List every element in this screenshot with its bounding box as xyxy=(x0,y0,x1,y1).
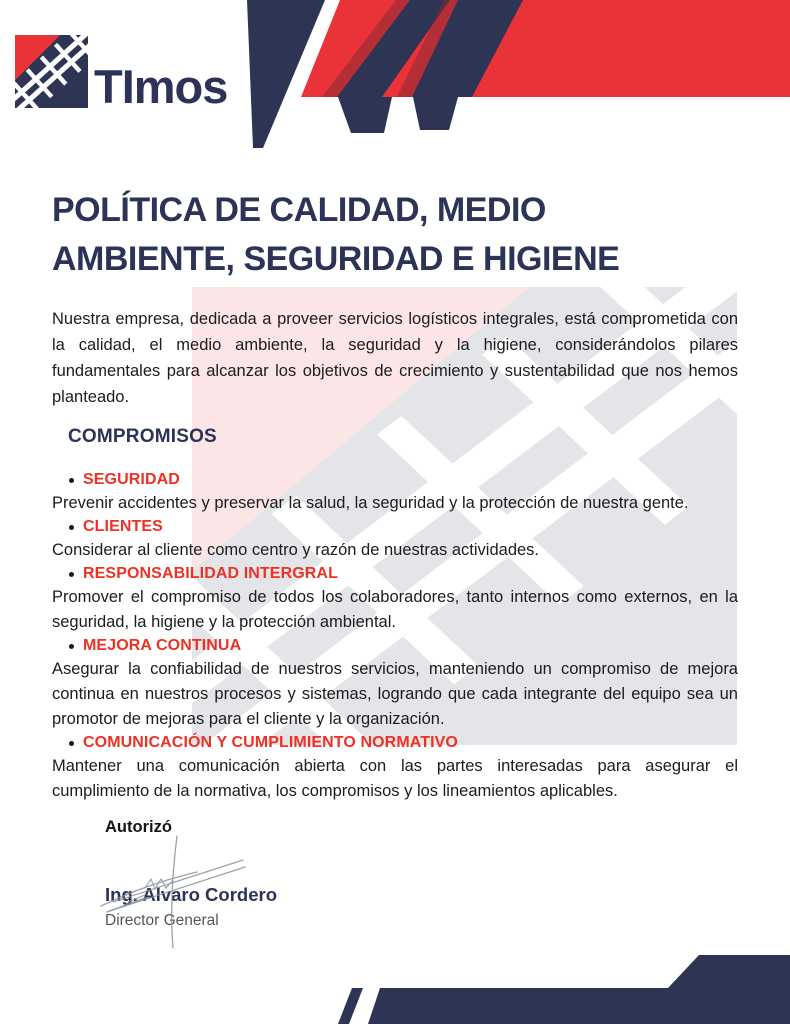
list-item xyxy=(52,516,738,563)
list-item xyxy=(52,469,738,516)
commitment-text: Prevenir accidentes y preservar la salud, la seguridad y la protección de nuestra gente. xyxy=(52,494,689,512)
list-item xyxy=(52,732,738,804)
list-item xyxy=(52,563,738,635)
commitment-label-text: SEGURIDAD xyxy=(83,471,180,488)
commitment-label-text: CLIENTES xyxy=(83,518,163,535)
bullet-icon xyxy=(69,572,74,577)
logo xyxy=(15,35,228,113)
list-item xyxy=(52,635,738,732)
commitment-label xyxy=(52,516,738,538)
commitment-label xyxy=(52,563,738,585)
brand-name: TImos xyxy=(94,59,228,113)
section-heading-compromisos: COMPROMISOS xyxy=(68,426,217,447)
commitment-label xyxy=(52,732,738,754)
document-body xyxy=(52,186,738,932)
commitment-label-text: COMUNICACIÓN Y CUMPLIMIENTO NORMATIVO xyxy=(83,734,458,751)
commitments-list xyxy=(52,469,738,804)
footer-banner-graphic xyxy=(0,954,790,1024)
signatory-role: Director General xyxy=(105,912,219,929)
logo-mark-icon xyxy=(15,35,88,108)
page-title: POLÍTICA DE CALIDAD, MEDIO AMBIENTE, SEGURIDAD E HIGIENE xyxy=(52,191,620,278)
commitment-label-text: RESPONSABILIDAD INTERGRAL xyxy=(83,565,338,582)
commitment-label xyxy=(52,469,738,491)
bullet-icon xyxy=(69,478,74,483)
intro-paragraph: Nuestra empresa, dedicada a proveer servicios logísticos integrales, está comprometida con la calidad, el medio ambiente, la seguridad y la higiene, considerándolos pilares fundamentales para alcanzar los objetivos de crecimiento y sustentabilidad que nos hemos planteado. xyxy=(52,310,738,406)
signature-space xyxy=(105,838,738,883)
signatory-name: Ing. Alvaro Cordero xyxy=(105,884,278,905)
bullet-icon xyxy=(69,525,74,530)
bullet-icon xyxy=(69,644,74,649)
bullet-icon xyxy=(69,741,74,746)
commitment-label xyxy=(52,635,738,657)
commitment-text: Considerar al cliente como centro y razón de nuestras actividades. xyxy=(52,541,539,559)
commitment-text: Mantener una comunicación abierta con las partes interesadas para asegurar el cumplimiento de la normativa, los compromisos y los lineamientos aplicables. xyxy=(52,757,738,800)
signature-block xyxy=(105,816,738,932)
commitment-label-text: MEJORA CONTINUA xyxy=(83,637,242,654)
signature-label: Autorizó xyxy=(105,818,172,836)
commitment-text: Asegurar la confiabilidad de nuestros servicios, manteniendo un compromiso de mejora continua en nuestros procesos y sistemas, logrando que cada integrante del equipo sea un promotor de mejoras para el cliente y la organización. xyxy=(52,660,738,728)
commitment-text: Promover el compromiso de todos los colaboradores, tanto internos como externos, en la seguridad, la higiene y la protección ambiental. xyxy=(52,588,738,631)
